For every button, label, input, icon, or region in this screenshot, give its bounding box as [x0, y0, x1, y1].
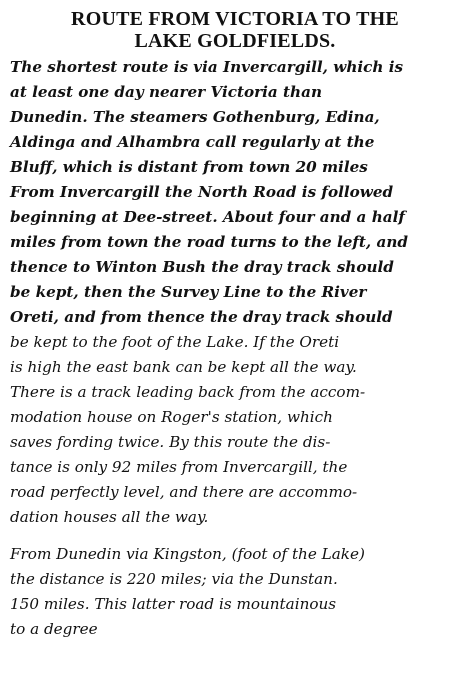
p2-line-1: From Dunedin via Kingston, (foot of the Lake): [10, 545, 365, 563]
p1-line-8: miles from town the road turns to the left, and: [10, 233, 409, 251]
p1-line-18: road perfectly level, and there are accommo-: [10, 483, 358, 501]
p1-line-17: tance is only 92 miles from Invercargill, the: [10, 458, 348, 476]
p1-line-6: From Invercargill the North Road is followed: [10, 183, 394, 201]
headline: [10, 8, 460, 52]
p2-line-4: to a degree: [10, 620, 98, 638]
p2-line-2: the distance is 220 miles; via the Dunstan.: [10, 570, 338, 588]
headline-line-1: ROUTE FROM VICTORIA TO THE: [71, 8, 399, 30]
p1-line-11: Oreti, and from thence the dray track should: [10, 308, 393, 326]
p1-line-10: be kept, then the Survey Line to the River: [10, 283, 367, 301]
p1-line-3: Dunedin. The steamers Gothenburg, Edina,: [10, 108, 380, 126]
p2-line-3: 150 miles. This latter road is mountainous: [10, 595, 337, 613]
p1-line-7: beginning at Dee-street. About four and a half: [10, 208, 405, 226]
p1-line-12: be kept to the foot of the Lake. If the Oreti: [10, 333, 340, 351]
headline-line-2: LAKE GOLDFIELDS.: [134, 30, 336, 52]
p1-line-9: thence to Winton Bush the dray track should: [10, 258, 394, 276]
p1-line-16: saves fording twice. By this route the dis-: [10, 433, 331, 451]
p1-line-5: Bluff, which is distant from town 20 miles: [10, 158, 368, 176]
p1-line-19: dation houses all the way.: [10, 508, 209, 526]
p1-line-2: at least one day nearer Victoria than: [10, 83, 322, 101]
p1-line-13: is high the east bank can be kept all the way.: [10, 358, 357, 376]
p1-line-15: modation house on Roger's station, which: [10, 408, 333, 426]
p1-line-14: There is a track leading back from the accom-: [10, 383, 366, 401]
p1-line-4: Aldinga and Alhambra call regularly at the: [10, 133, 375, 151]
paragraph-dunedin-route: [10, 542, 460, 642]
p1-line-1: The shortest route is via Invercargill, which is: [10, 58, 404, 76]
paragraph-shortest-route: [10, 55, 460, 530]
